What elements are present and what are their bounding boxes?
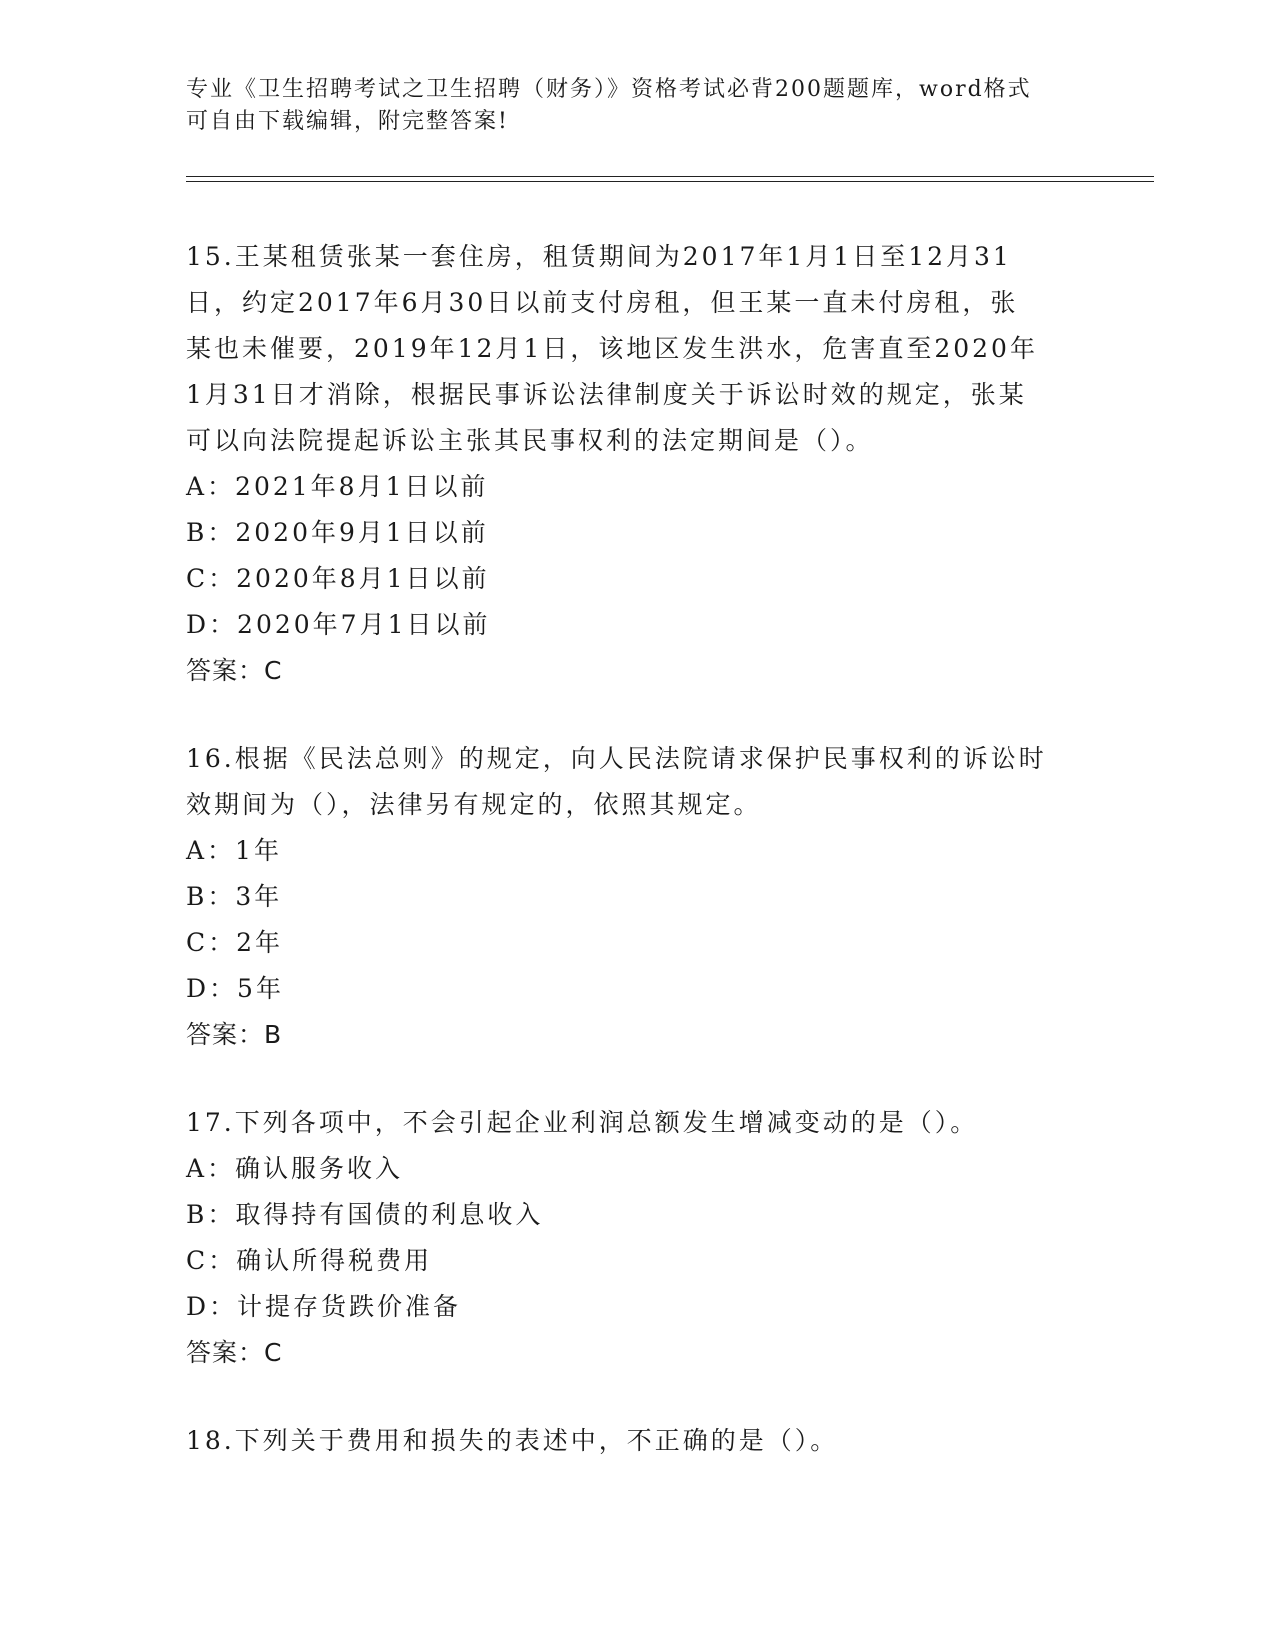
option-a: A：确认服务收入 (186, 1154, 404, 1183)
option-d: D：2020年7月1日以前 (186, 610, 491, 639)
header-title-line-1: 专业《卫生招聘考试之卫生招聘（财务）》资格考试必背200题题库，word格式 (186, 77, 1032, 102)
question-stem-line: 15.王某租赁张某一套住房，租赁期间为2017年1月1日至12月31 (186, 242, 1012, 271)
question-17 (186, 1100, 1086, 1376)
option-d: D：计提存货跌价准备 (186, 1292, 462, 1321)
option-a: A：2021年8月1日以前 (186, 472, 489, 501)
question-stem-line: 17.下列各项中，不会引起企业利润总额发生增减变动的是（）。 (186, 1108, 979, 1137)
option-c: C：确认所得税费用 (186, 1246, 433, 1275)
document-header (186, 74, 1086, 138)
answer-label: 答案：B (186, 1020, 283, 1049)
header-divider-top (186, 176, 1154, 177)
question-stem-line: 效期间为（），法律另有规定的，依照其规定。 (186, 790, 762, 819)
question-stem-line: 某也未催要，2019年12月1日，该地区发生洪水，危害直至2020年 (186, 334, 1038, 363)
question-15 (186, 234, 1086, 694)
option-b: B：2020年9月1日以前 (186, 518, 489, 547)
header-divider-bottom (186, 181, 1154, 182)
question-stem-line: 日，约定2017年6月30日以前支付房租，但王某一直未付房租，张 (186, 288, 1019, 317)
question-stem-line: 16.根据《民法总则》的规定，向人民法院请求保护民事权利的诉讼时 (186, 744, 1047, 773)
option-b: B：取得持有国债的利息收入 (186, 1200, 544, 1229)
question-stem-line: 1月31日才消除，根据民事诉讼法律制度关于诉讼时效的规定，张某 (186, 380, 1027, 409)
option-c: C：2年 (186, 928, 284, 957)
option-a: A：1年 (186, 836, 282, 865)
header-title-line-2: 可自由下载编辑，附完整答案! (186, 109, 509, 134)
answer-label: 答案：C (186, 656, 283, 685)
question-stem-line: 18.下列关于费用和损失的表述中，不正确的是（）。 (186, 1426, 839, 1455)
option-d: D：5年 (186, 974, 284, 1003)
answer-label: 答案：C (186, 1338, 283, 1367)
option-b: B：3年 (186, 882, 283, 911)
option-c: C：2020年8月1日以前 (186, 564, 490, 593)
question-16 (186, 736, 1086, 1058)
question-18 (186, 1418, 1086, 1464)
question-stem-line: 可以向法院提起诉讼主张其民事权利的法定期间是（）。 (186, 426, 874, 455)
